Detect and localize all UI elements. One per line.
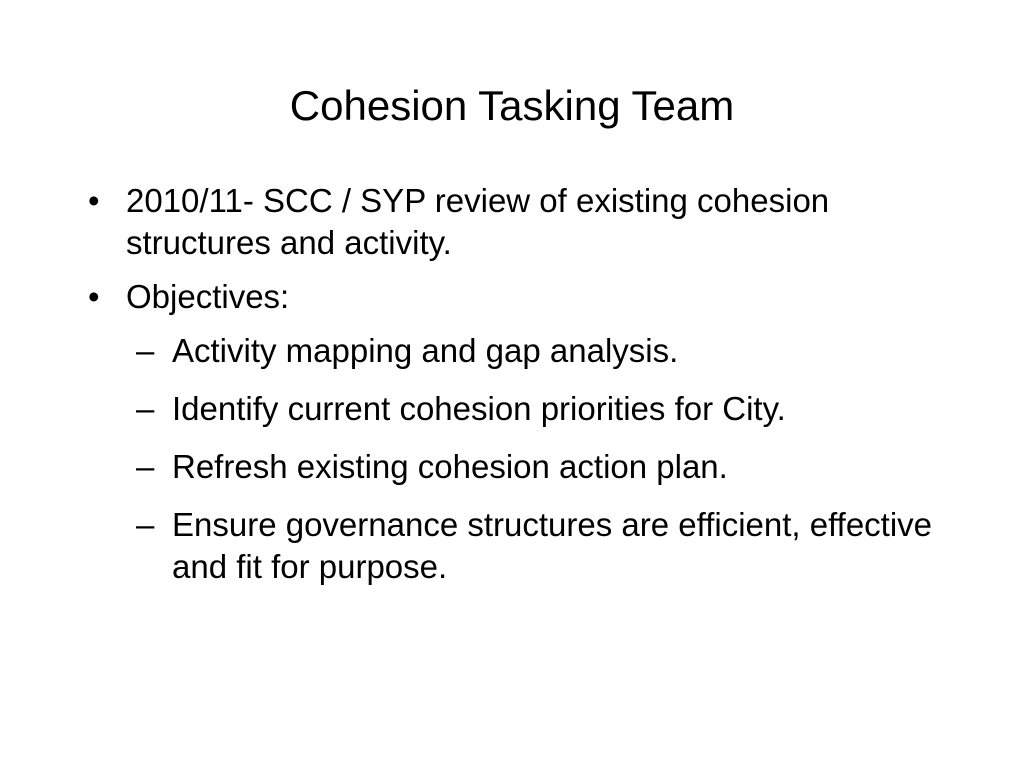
bullet-marker: • (88, 278, 100, 315)
sub-bullet-text: Refresh existing cohesion action plan. (172, 448, 728, 485)
bullet-text: Objectives: (126, 278, 290, 315)
sub-bullet-text: Activity mapping and gap analysis. (172, 332, 679, 369)
sub-bullet-item (126, 446, 964, 488)
sub-bullet-item (126, 504, 964, 588)
sub-bullet-marker: – (136, 448, 155, 485)
bullet-list (84, 180, 964, 604)
sub-bullet-marker: – (136, 390, 155, 427)
bullet-marker: • (88, 182, 100, 219)
bullet-item (84, 276, 964, 588)
sub-bullet-marker: – (136, 506, 155, 543)
bullet-text: 2010/11- SCC / SYP review of existing cohesion structures and activity. (126, 182, 830, 261)
sub-bullet-text: Identify current cohesion priorities for City. (172, 390, 786, 427)
sub-bullet-list (126, 330, 964, 588)
bullet-item (84, 180, 964, 264)
sub-bullet-item (126, 388, 964, 430)
sub-bullet-text: Ensure governance structures are efficient, effective and fit for purpose. (172, 506, 933, 585)
sub-bullet-item (126, 330, 964, 372)
sub-bullet-marker: – (136, 332, 155, 369)
slide-title: Cohesion Tasking Team (289, 82, 735, 129)
